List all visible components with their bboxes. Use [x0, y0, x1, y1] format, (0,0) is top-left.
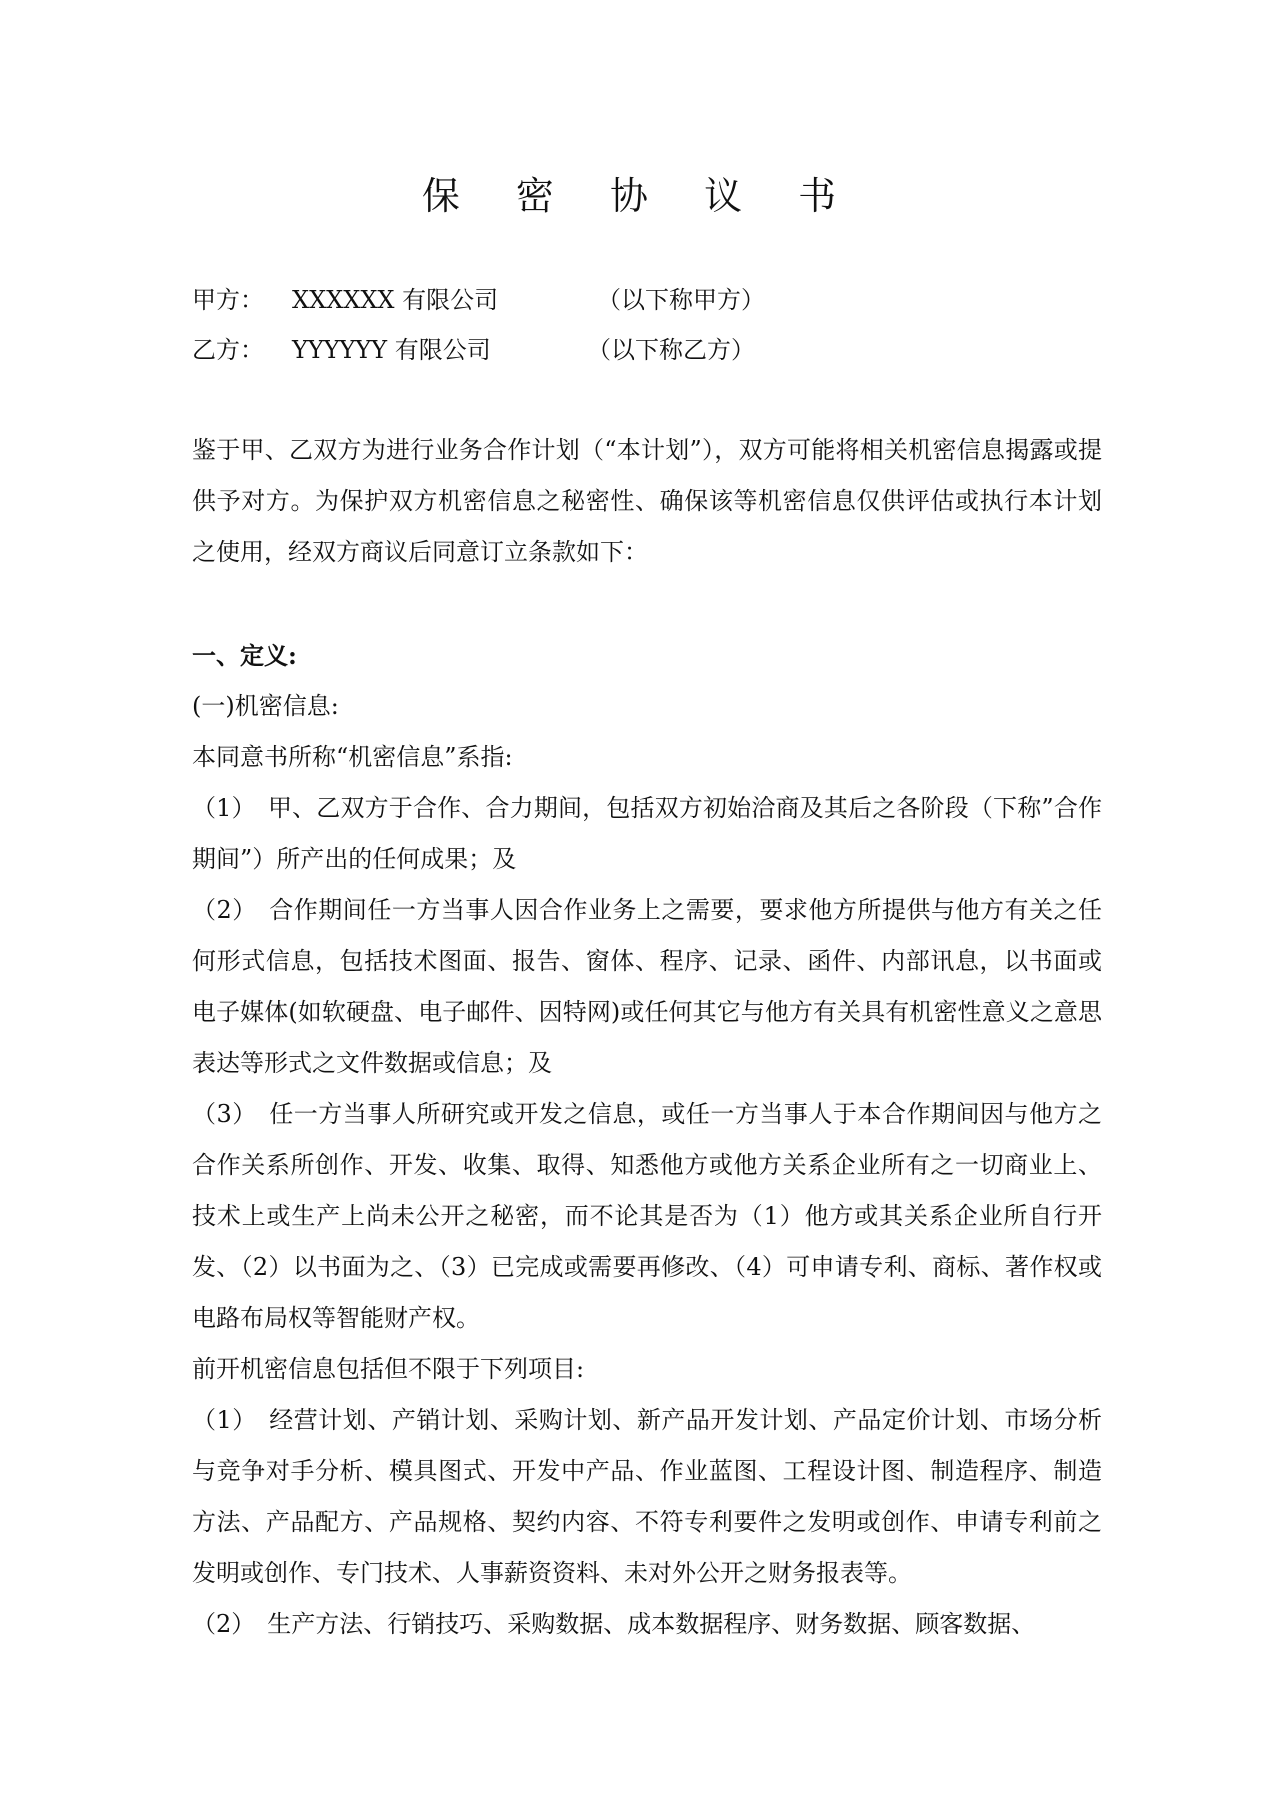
- document-title: 保 密 协 议 书: [421, 174, 859, 218]
- party-b-label: 乙方：: [192, 336, 264, 364]
- definition-item-3: （3） 任一方当事人所研究或开发之信息，或任一方当事人于本合作期间因与他方之合作关系所创作、开发、收集、取得、知悉他方或他方关系企业所有之一切商业上、技术上或生产上尚未公开之秘密，而不论其是否为（1）他方或其关系企业所自行开发、（2）以书面为之、（3）已完成或需要再修改、（4）可申请专利、商标、著作权或电路布局权等智能财产权。: [192, 1100, 1102, 1332]
- definition-intro: 本同意书所称“机密信息”系指:: [192, 743, 513, 771]
- definition-item-1: （1） 甲、乙双方于合作、合力期间，包括双方初始洽商及其后之各阶段（下称”合作期间”）所产出的任何成果；及: [192, 794, 1102, 873]
- scope-item-1: （1） 经营计划、产销计划、采购计划、新产品开发计划、产品定价计划、市场分析与竞争对手分析、模具图式、开发中产品、作业蓝图、工程设计图、制造程序、制造方法、产品配方、产品规格、契约内容、不符专利要件之发明或创作、申请专利前之发明或创作、专门技术、人事薪资资料、未对外公开之财务报表等。: [192, 1406, 1102, 1587]
- section-1-heading: 一、定义:: [192, 641, 297, 670]
- subsection-1-heading: (一)机密信息:: [192, 692, 339, 720]
- party-b-name: YYYYYY 有限公司: [292, 336, 491, 364]
- party-b-alias: （以下称乙方）: [587, 336, 755, 364]
- preamble-paragraph: 鉴于甲、乙双方为进行业务合作计划（“本计划”），双方可能将相关机密信息揭露或提供予对方。为保护双方机密信息之秘密性、确保该等机密信息仅供评估或执行本计划之使用，经双方商议后同意订立条款如下：: [192, 436, 1102, 566]
- party-a-alias: （以下称甲方）: [597, 286, 765, 314]
- party-a-label: 甲方：: [192, 286, 264, 314]
- scope-item-2: （2） 生产方法、行销技巧、采购数据、成本数据程序、财务数据、顾客数据、: [192, 1610, 1036, 1638]
- party-a-name: XXXXXX 有限公司: [292, 286, 499, 314]
- scope-intro: 前开机密信息包括但不限于下列项目:: [192, 1355, 585, 1383]
- definition-item-2: （2） 合作期间任一方当事人因合作业务上之需要，要求他方所提供与他方有关之任何形式信息，包括技术图面、报告、窗体、程序、记录、函件、内部讯息，以书面或电子媒体(如软硬盘、电子邮件、因特网)或任何其它与他方有关具有机密性意义之意思表达等形式之文件数据或信息；及: [192, 896, 1102, 1077]
